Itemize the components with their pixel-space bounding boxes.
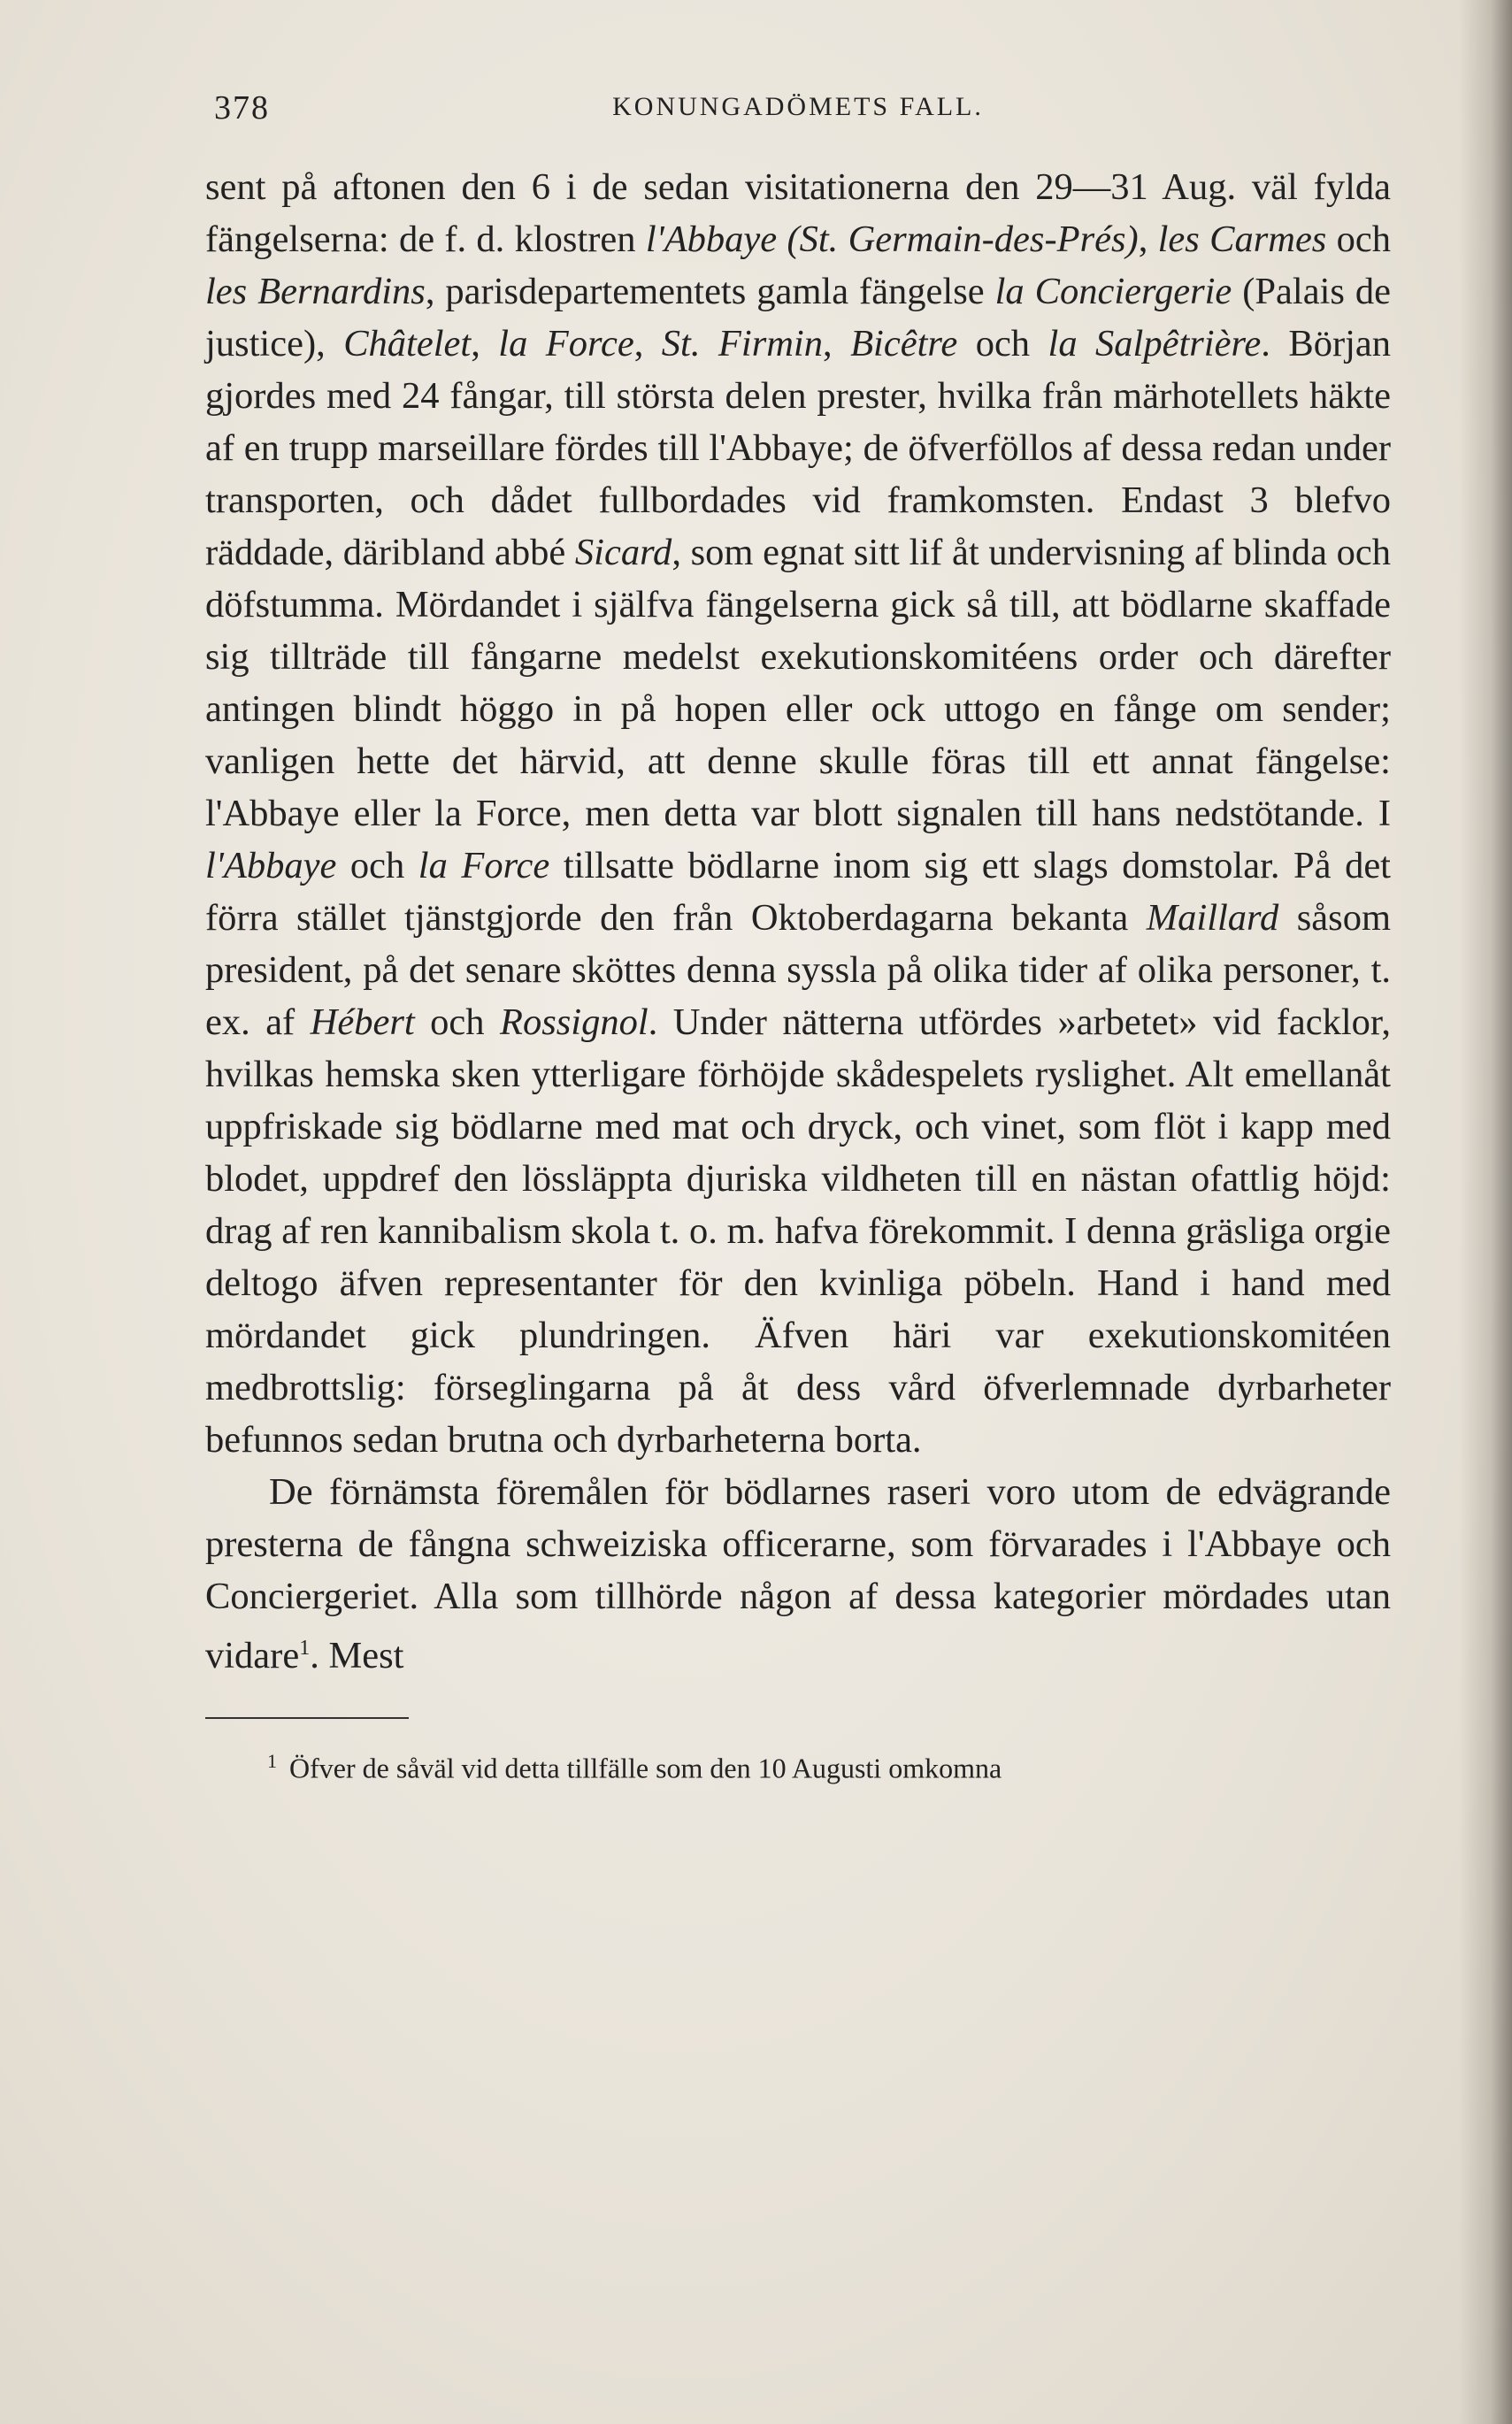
italic-name: St. Firmin (661, 323, 823, 364)
italic-name: Maillard (1146, 897, 1279, 939)
text-run: tillsatte bödlarne inom sig ett slags domstolar. På det förra stället tjänstgjorde den från Oktoberdagarna bekanta (205, 845, 1391, 939)
italic-name: les Bernardins (205, 271, 426, 312)
footnote-rule (205, 1717, 409, 1719)
italic-name: Sicard (574, 532, 672, 573)
running-head (205, 80, 1391, 142)
text-run: . Under nätterna utfördes »arbetet» vid facklor, hvilkas hemska sken ytterligare förhöjde skådespelets ryslighet. Alt emellanåt uppfriskade sig bödlarne med mat och dryck, och vinet, som flöt i kapp med blodet, uppdref den lössläppta djuriska vildheten till en nästan ofattlig höjd: drag af ren kannibalism skola t. o. m. hafva förekommit. I denna gräsliga orgie deltogo äfven representanter för den kvinliga pöbeln. Hand i hand med mördandet gick plundringen. Äfven häri var exekutionskomitéen medbrottslig: förseglingarna på åt dess vård öfverlemnade dyrbarheter befunnos sedan brutna och dyrbarheterna borta. (205, 1001, 1391, 1461)
text-run: och (414, 1001, 500, 1043)
italic-name: les Carmes (1157, 219, 1327, 260)
italic-name: la Force (498, 323, 634, 364)
body-text (205, 161, 1391, 1682)
text-run: , (471, 323, 499, 364)
italic-name: la Salpêtrière (1048, 323, 1262, 364)
text-run: och (336, 845, 418, 886)
paragraph-1 (205, 161, 1391, 1466)
italic-name: la Force (418, 845, 550, 886)
paragraph-2-text: De förnämsta föremålen för bödlarnes raseri voro utom de edvägrande presterna de fångna schweiziska officerarne, som förvarades i l'Abbaye och Conciergeriet. Alla som tillhörde någon af dessa kategorier mördades utan vidare (205, 1471, 1391, 1677)
binding-shadow (1459, 0, 1512, 2424)
italic-name: l'Abbaye (205, 845, 337, 886)
text-run: . Början gjordes med 24 fångar, till största delen prester, hvilka från märhotellets häkte af en trupp marseillare fördes till l'Abbaye; de öfverföllos af dessa redan under transporten, och dådet fullbordades vid framkomsten. Endast 3 blefvo räddade, däribland abbé (205, 323, 1392, 573)
paragraph-2 (205, 1466, 1391, 1682)
footnote-text: Öfver de såväl vid detta tillfälle som den 10 Augusti omkomna (289, 1752, 1002, 1784)
italic-name: Châtelet (343, 323, 472, 364)
text-block (205, 80, 1391, 1788)
text-run: , parisdepartementets gamla fängelse (425, 271, 995, 312)
text-run: och (1326, 219, 1391, 260)
footnote (205, 1742, 1391, 1788)
running-title: KONUNGADÖMETS FALL. (612, 92, 984, 121)
text-run: , som egnat sitt lif åt undervisning af blinda och döfstumma. Mördandet i själfva fängelserna gick så till, att bödlarne skaffade sig tillträde till fångarne medelst exekutionskomitéens order och därefter antingen blindt höggo in på hopen eller ock uttogo en fånge om sender; vanligen hette det härvid, att denne skulle föras till ett annat fängelse: l'Abbaye eller la Force, men detta var blott signalen till hans nedstötande. I (205, 532, 1391, 834)
italic-name: la Conciergerie (994, 271, 1232, 312)
text-run: sent på aftonen den 6 i de sedan visitationerna den 29—31 Aug. väl fylda fängelserna: de f. d. klostren (205, 166, 1391, 260)
italic-name: Bicêtre (850, 323, 958, 364)
text-run: såsom president, på det senare sköttes denna syssla på olika tider af olika personer, t. ex. af (205, 897, 1392, 1043)
footnote-reference: 1 (299, 1637, 311, 1660)
footnote-mark: 1 (267, 1750, 277, 1773)
text-run: och (957, 323, 1048, 364)
italic-name: l'Abbaye (St. Germain-des-Prés) (645, 219, 1139, 260)
page-number: 378 (214, 89, 270, 127)
text-run: , (1138, 219, 1158, 260)
paragraph-2-tail: . Mest (310, 1635, 404, 1677)
text-run: , (823, 323, 851, 364)
text-run: (Palais de justice), (205, 271, 1391, 364)
italic-name: Hébert (310, 1001, 415, 1043)
italic-name: Rossignol (499, 1001, 649, 1043)
text-run: , (633, 323, 662, 364)
